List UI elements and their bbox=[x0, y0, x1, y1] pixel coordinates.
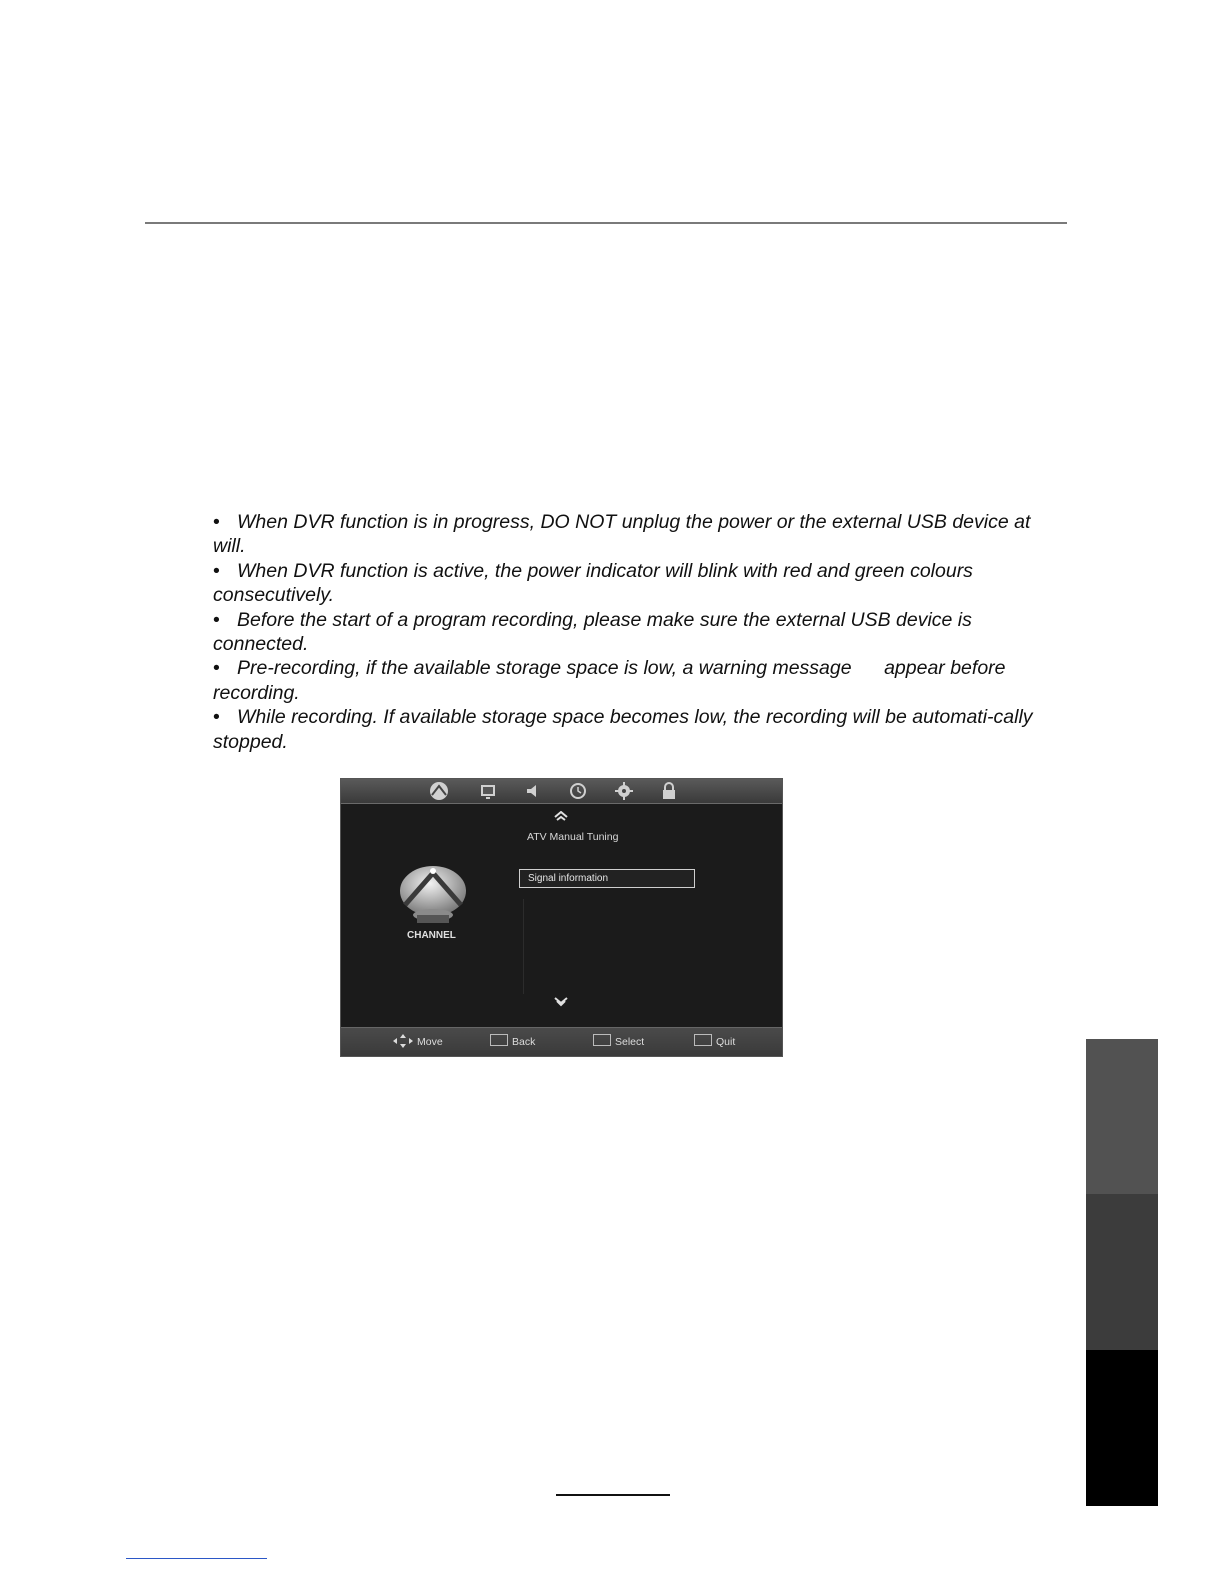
time-icon[interactable] bbox=[568, 781, 588, 801]
arrows-icon bbox=[393, 1034, 413, 1048]
lock-icon[interactable] bbox=[659, 781, 679, 801]
menu-title: ATV Manual Tuning bbox=[527, 831, 619, 843]
footer-link-underline[interactable] bbox=[126, 1558, 267, 1559]
section-tab-3 bbox=[1086, 1350, 1158, 1506]
move-hint: Move bbox=[393, 1034, 443, 1048]
picture-icon[interactable] bbox=[478, 781, 498, 801]
back-hint: Back bbox=[490, 1034, 535, 1048]
scroll-up-icon[interactable] bbox=[553, 811, 569, 821]
note-item: • Before the start of a program recording, please make sure the external USB device is connected. bbox=[213, 608, 972, 656]
exit-key-icon bbox=[694, 1034, 712, 1046]
notes-list bbox=[213, 510, 1043, 754]
page-number-rule bbox=[556, 1494, 670, 1496]
note-item: • When DVR function is active, the power indicator will blink with red and green colours consecutively. bbox=[213, 559, 973, 607]
sound-icon[interactable] bbox=[523, 781, 543, 801]
note-item: • While recording. If available storage space becomes low, the recording will be automati-cally stopped. bbox=[213, 706, 1033, 753]
note-item: • Pre-recording, if the available storage space is low, a warning message appear before recording. bbox=[213, 657, 1011, 704]
quit-hint: Quit bbox=[694, 1034, 735, 1048]
menu-key-icon bbox=[490, 1034, 508, 1046]
tv-menu-screenshot bbox=[340, 778, 783, 1057]
section-tab-2 bbox=[1086, 1194, 1158, 1350]
category-label: CHANNEL bbox=[407, 930, 456, 941]
scroll-down-icon[interactable] bbox=[553, 997, 569, 1007]
channel-icon[interactable] bbox=[429, 781, 449, 801]
header-rule bbox=[145, 222, 1067, 224]
ok-key-icon bbox=[593, 1034, 611, 1046]
signal-information-item[interactable] bbox=[519, 869, 695, 888]
menu-icon-bar bbox=[341, 779, 782, 804]
menu-item-label: Signal information bbox=[528, 873, 609, 884]
channel-large-icon bbox=[397, 865, 469, 925]
section-tab-1 bbox=[1086, 1039, 1158, 1194]
menu-divider bbox=[523, 899, 524, 994]
menu-footer-bar bbox=[341, 1027, 782, 1056]
note-item: • When DVR function is in progress, DO NOT unplug the power or the external USB device at will. bbox=[213, 511, 1031, 558]
setup-icon[interactable] bbox=[614, 781, 634, 801]
select-hint: Select bbox=[593, 1034, 644, 1048]
